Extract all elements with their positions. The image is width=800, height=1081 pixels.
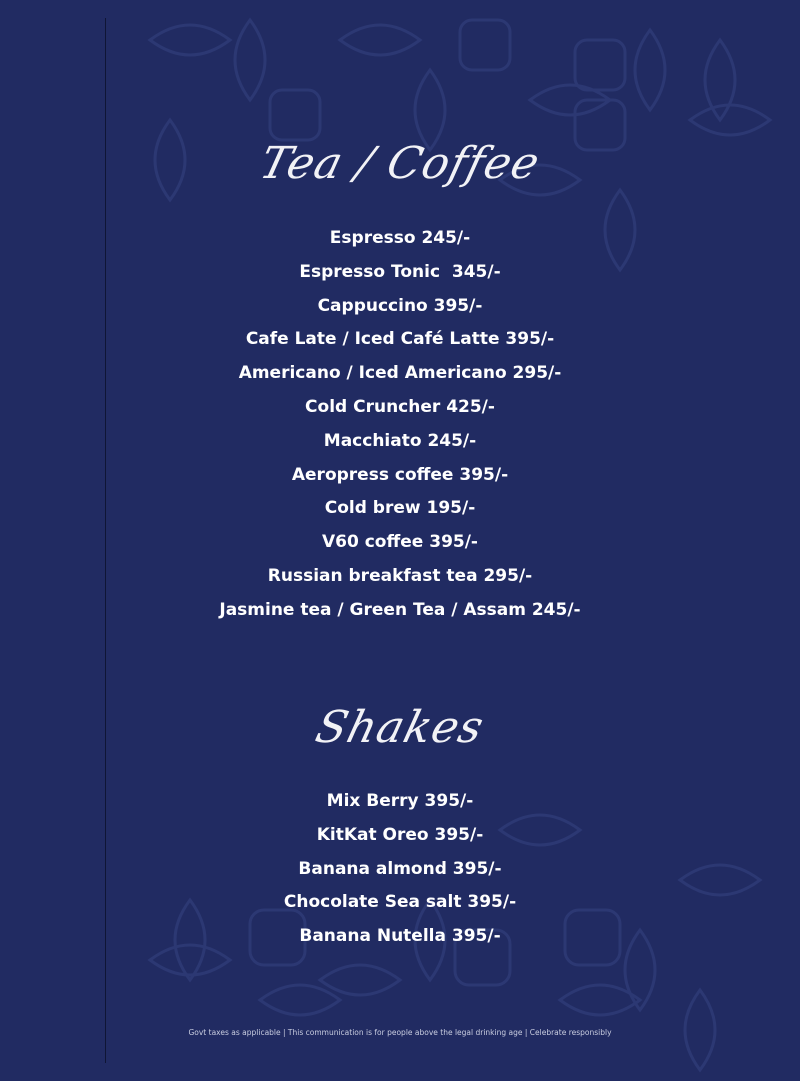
menu-item: Russian breakfast tea 295/- <box>267 565 533 586</box>
menu-list-shakes <box>0 785 800 954</box>
menu-item: Espresso Tonic 345/- <box>299 261 501 282</box>
menu-item: Macchiato 245/- <box>323 430 477 451</box>
menu-item: Cold brew 195/- <box>324 498 476 519</box>
menu-list-tea-coffee <box>0 222 800 628</box>
menu-item: Cappuccino 395/- <box>317 295 483 316</box>
menu-item: Jasmine tea / Green Tea / Assam 245/- <box>219 599 581 620</box>
section-title-shakes: Shakes <box>310 702 490 753</box>
menu-item: Cafe Late / Iced Café Latte 395/- <box>245 329 555 350</box>
menu-item: Banana Nutella 395/- <box>299 926 501 947</box>
menu-item: Aeropress coffee 395/- <box>291 464 509 485</box>
footer-disclaimer: Govt taxes as applicable | This communication is for people above the legal drinking age | Celebrate responsibly <box>188 1028 612 1037</box>
menu-item: Chocolate Sea salt 395/- <box>283 892 517 913</box>
menu-item: V60 coffee 395/- <box>322 532 478 553</box>
menu-item: Mix Berry 395/- <box>326 791 474 811</box>
section-title-tea-coffee: Tea / Coffee <box>254 138 546 189</box>
menu-item: Espresso 245/- <box>329 228 471 248</box>
menu-item: KitKat Oreo 395/- <box>316 824 484 845</box>
menu-item: Americano / Iced Americano 295/- <box>238 363 562 384</box>
menu-item: Banana almond 395/- <box>298 858 502 879</box>
menu-item: Cold Cruncher 425/- <box>305 396 495 417</box>
